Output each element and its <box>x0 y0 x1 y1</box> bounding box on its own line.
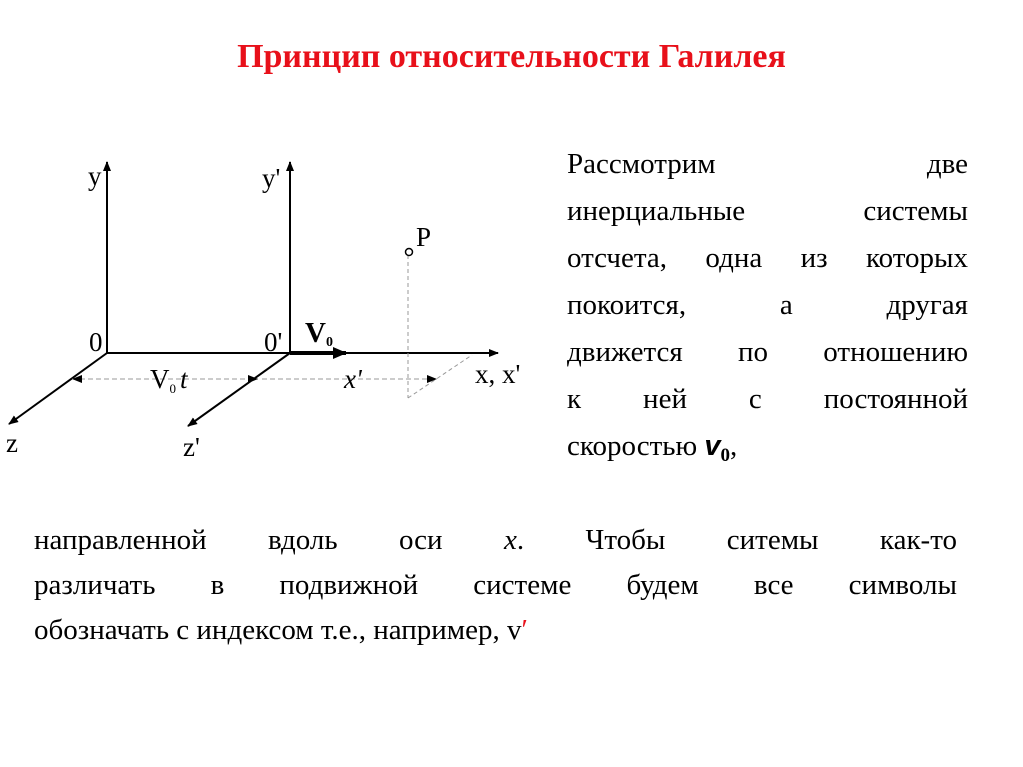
axis-x-symbol: x <box>503 524 517 556</box>
velocity-symbol: v <box>704 430 721 462</box>
bottom-line-3 <box>34 608 957 653</box>
bottom-line-1 <box>34 518 957 563</box>
side-line: к ней с постоянной <box>567 383 968 415</box>
side-last-prefix: скоростью <box>567 430 705 462</box>
z-axis <box>9 353 107 424</box>
side-last-suffix: , <box>730 430 738 462</box>
bottom-paragraph <box>34 518 957 653</box>
origin-label: 0 <box>89 327 103 357</box>
point-p-label: P <box>416 222 432 252</box>
side-line: инерциальные системы <box>567 195 968 227</box>
side-line: покоится, а другая <box>567 289 968 321</box>
offset-label: V0 t <box>150 364 188 396</box>
point-p-marker <box>406 249 413 256</box>
y-axis-label: y <box>88 161 102 191</box>
slide-title: Принцип относительности Галилея <box>237 38 786 75</box>
p-projection-depth <box>408 355 472 398</box>
reference-frames-diagram <box>0 140 560 480</box>
x-axis-label: x, x' <box>475 359 521 389</box>
bottom-line-3-text: обозначать с индексом т.е., например, v <box>34 614 522 646</box>
side-line: движется по отношению <box>567 336 968 368</box>
y-prime-axis-label: y' <box>262 163 281 193</box>
side-paragraph <box>567 141 968 470</box>
velocity-subscript: 0 <box>720 445 731 466</box>
z-axis-label: z <box>6 428 18 458</box>
x-prime-label: x' <box>344 364 362 394</box>
velocity-label: V0 <box>305 317 333 350</box>
bottom-line-1-part-b: . Чтобы ситемы как-то <box>516 524 957 556</box>
z-prime-axis-label: z' <box>183 432 200 462</box>
z-prime-axis <box>188 353 290 426</box>
side-line-last <box>567 423 968 470</box>
origin-prime-label: 0' <box>264 327 283 357</box>
bottom-line-1-part-a: направленной вдоль оси <box>34 524 504 556</box>
side-line: Рассмотрим две <box>567 148 968 180</box>
prime-mark: ′ <box>521 614 528 646</box>
side-line: отсчета, одна из которых <box>567 242 968 274</box>
bottom-line-2: различать в подвижной системе будем все символы <box>34 569 957 601</box>
